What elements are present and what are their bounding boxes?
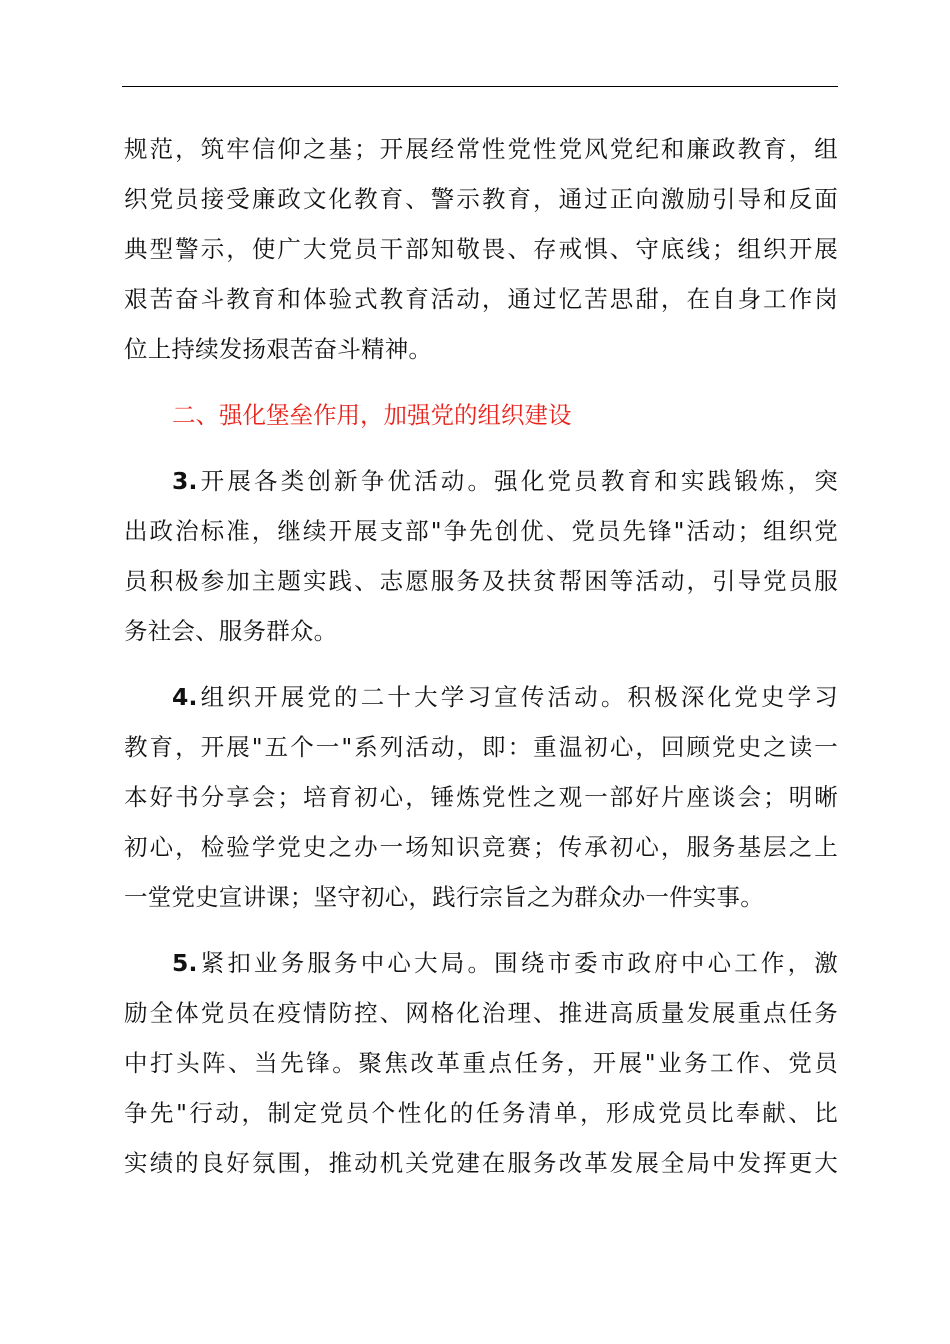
text-line: 本好书分享会；培育初心，锤炼党性之观一部好片座谈会；明晰 [124,783,838,811]
item-3-paragraph [124,456,838,656]
item-number: 4. [172,683,198,711]
text-line: 员积极参加主题实践、志愿服务及扶贫帮困等活动，引导党员服 [124,567,838,595]
text-line: 中打头阵、当先锋。聚焦改革重点任务，开展"业务工作、党员 [124,1049,838,1077]
text-line: 典型警示，使广大党员干部知敬畏、存戒惧、守底线；组织开展 [124,235,838,263]
item-number: 5. [172,949,198,977]
text-line: 位上持续发扬艰苦奋斗精神。 [124,335,433,363]
text-line: 初心，检验学党史之办一场知识竞赛；传承初心，服务基层之上 [124,833,838,861]
text-line: 教育，开展"五个一"系列活动，即：重温初心，回顾党史之读一 [124,733,838,761]
item-text: 组织开展党的二十大学习宣传活动。积极深化党史学习 [197,683,838,711]
item-3-first-line [124,456,838,506]
item-text: 紧扣业务服务中心大局。围绕市委市政府中心工作，激 [197,949,838,977]
text-line: 实绩的良好氛围，推动机关党建在服务改革发展全局中发挥更大 [124,1149,838,1177]
text-line: 艰苦奋斗教育和体验式教育活动，通过忆苦思甜，在自身工作岗 [124,285,838,313]
item-text: 开展各类创新争优活动。强化党员教育和实践锻炼，突 [197,467,838,495]
item-5-paragraph [124,938,838,1188]
item-number: 3. [172,467,198,495]
document-body [124,124,838,1188]
text-line: 出政治标准，继续开展支部"争先创优、党员先锋"活动；组织党 [124,517,838,545]
item-4-first-line [124,672,838,722]
header-rule [122,86,838,87]
text-line: 励全体党员在疫情防控、网格化治理、推进高质量发展重点任务 [124,999,838,1027]
section-heading: 二、强化堡垒作用，加强党的组织建设 [172,401,572,429]
item-5-first-line [124,938,838,988]
item-4-paragraph [124,672,838,922]
text-line: 争先"行动，制定党员个性化的任务清单，形成党员比奉献、比 [124,1099,838,1127]
text-line: 务社会、服务群众。 [124,617,338,645]
text-line: 规范，筑牢信仰之基；开展经常性党性党风党纪和廉政教育，组 [124,135,838,163]
text-line: 一堂党史宣讲课；坚守初心，践行宗旨之为群众办一件实事。 [124,883,764,911]
paragraph-continuation [124,124,838,374]
text-line: 织党员接受廉政文化教育、警示教育，通过正向激励引导和反面 [124,185,838,213]
